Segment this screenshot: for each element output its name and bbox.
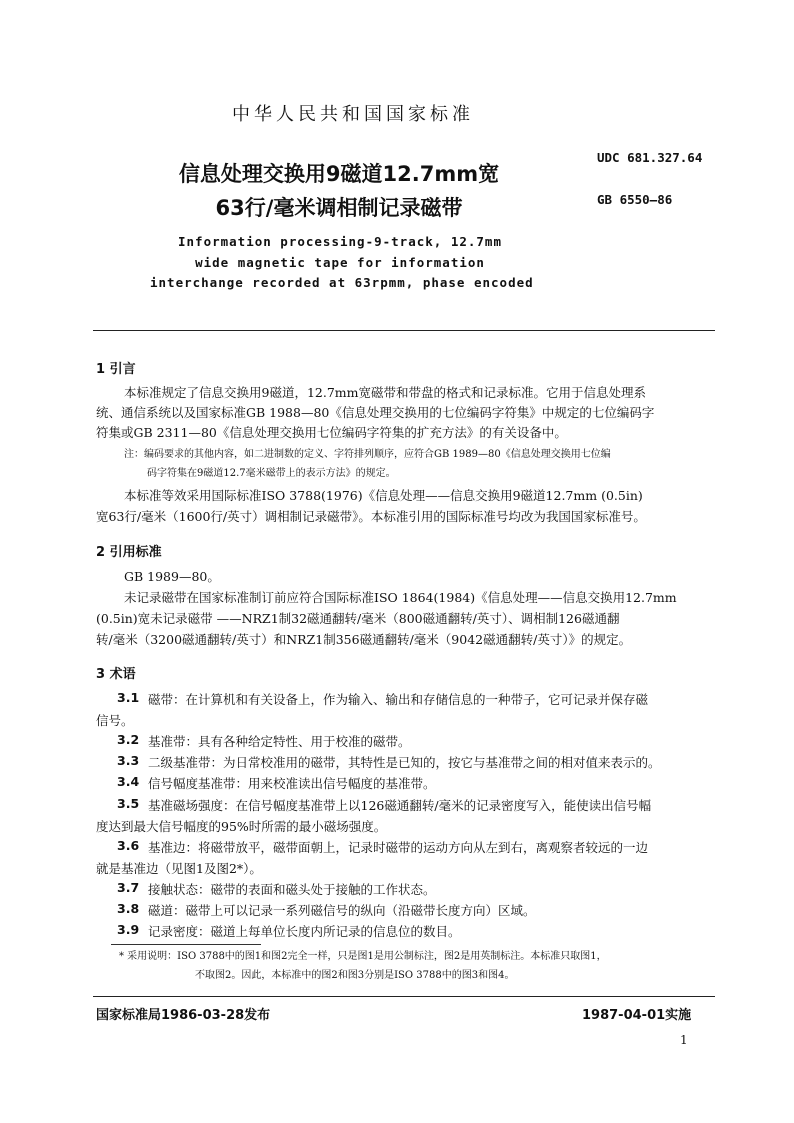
- term-text-line1: 基准带：具有各种给定特性、用于校准的磁带。: [148, 734, 411, 749]
- term-text-line1: 二级基准带：为日常校准用的磁带，其特性是已知的，按它与基准带之间的相对值来表示的。: [148, 755, 661, 770]
- term-number: 3.4: [117, 774, 140, 789]
- page-number: 1: [680, 1033, 688, 1047]
- term-text-line2: 信号。: [96, 713, 134, 728]
- section2-line4: 转/毫米（3200磁通翻转/英寸）和NRZ1制356磁通翻转/毫米（9042磁通翻转/英寸）》的规定。: [96, 632, 632, 647]
- footnote-line2: 不取图2。因此，本标准中的图2和图3分别是ISO 3788中的图3和图4。: [195, 970, 515, 981]
- term-text-line1: 信号幅度基准带：用来校准读出信号幅度的基准带。: [148, 776, 436, 791]
- issuing-authority: 中华人民共和国国家标准: [232, 104, 474, 125]
- section2-heading: 2 引用标准: [96, 545, 162, 560]
- section1-p2-line2: 宽63行/毫米（1600行/英寸）调相制记录磁带》。本标准引用的国际标准号均改为我国国家标准号。: [96, 509, 646, 524]
- section2-line1: GB 1989—80。: [124, 569, 220, 584]
- section1-note-line1: 注：编码要求的其他内容，如二进制数的定义、字符排列顺序，应符合GB 1989—80《信息处理交换用七位编: [124, 449, 611, 460]
- footnote-divider: [111, 944, 261, 945]
- term-number: 3.9: [117, 922, 140, 937]
- section1-heading: 1 引言: [96, 362, 136, 377]
- term-text-line1: 记录密度：磁道上每单位长度内所记录的信息位的数目。: [148, 924, 461, 939]
- term-number: 3.8: [117, 901, 140, 916]
- term-number: 3.5: [117, 796, 140, 811]
- section1-p1-line2: 统、通信系统以及国家标准GB 1988—80《信息处理交换用的七位编码字符集》中规定的七位编码字: [96, 405, 655, 420]
- term-number: 3.7: [117, 880, 140, 895]
- section1-p1-line1: 本标准规定了信息交换用9磁道，12.7mm宽磁带和带盘的格式和记录标准。它用于信息处理系: [124, 385, 646, 400]
- issued-date: 国家标准局1986-03-28发布: [96, 1008, 271, 1023]
- term-number: 3.3: [117, 753, 140, 768]
- section1-p1-line3: 符集或GB 2311—80《信息处理交换用七位编码字符集的扩充方法》的有关设备中。: [96, 425, 567, 440]
- term-number: 3.6: [117, 838, 140, 853]
- section1-p2-line1: 本标准等效采用国际标准ISO 3788(1976)《信息处理——信息交换用9磁道12.7mm (0.5in): [124, 488, 643, 503]
- section2-line3: (0.5in)宽未记录磁带 ——NRZ1制32磁通翻转/毫米（800磁通翻转/英寸）、调相制126磁通翻: [96, 611, 620, 626]
- title-en-line3: interchange recorded at 63rpmm, phase encoded: [150, 275, 534, 290]
- footer-divider: [93, 996, 715, 997]
- term-text-line1: 接触状态：磁带的表面和磁头处于接触的工作状态。: [148, 882, 436, 897]
- term-text-line1: 基准边：将磁带放平，磁带面朝上，记录时磁带的运动方向从左到右，离观察者较远的一边: [148, 840, 649, 855]
- term-text-line2: 度达到最大信号幅度的95%时所需的最小磁场强度。: [96, 819, 387, 834]
- term-number: 3.1: [117, 690, 140, 705]
- term-text-line1: 磁道：磁带上可以记录一系列磁信号的纵向（沿磁带长度方向）区域。: [148, 903, 536, 918]
- title-en-line2: wide magnetic tape for information: [195, 255, 485, 270]
- term-text-line2: 就是基准边（见图1及图2*）。: [96, 861, 262, 876]
- term-number: 3.2: [117, 732, 140, 747]
- title-en-line1: Information processing-9-track, 12.7mm: [178, 234, 502, 249]
- section1-note-line2: 码字符集在9磁道12.7毫米磁带上的表示方法》的规定。: [147, 468, 396, 479]
- effective-date: 1987-04-01实施: [582, 1008, 692, 1023]
- gb-number: GB 6550—86: [597, 192, 673, 207]
- section3-heading: 3 术语: [96, 667, 136, 682]
- section2-line2: 未记录磁带在国家标准制订前应符合国际标准ISO 1864(1984)《信息处理——信息交换用12.7mm: [124, 590, 677, 605]
- term-text-line1: 磁带：在计算机和有关设备上，作为输入、输出和存储信息的一种带子，它可记录并保存磁: [148, 692, 649, 707]
- udc-code: UDC 681.327.64: [597, 150, 703, 165]
- title-zh-line2: 63行/毫米调相制记录磁带: [215, 196, 463, 220]
- term-text-line1: 基准磁场强度：在信号幅度基准带上以126磁通翻转/毫米的记录密度写入，能使读出信号幅: [148, 798, 652, 813]
- header-divider: [93, 330, 715, 331]
- title-zh-line1: 信息处理交换用9磁道12.7mm宽: [178, 162, 500, 186]
- footnote-line1: * 采用说明：ISO 3788中的图1和图2完全一样，只是图1是用公制标注，图2是用英制标注。本标准只取图1，: [119, 951, 607, 962]
